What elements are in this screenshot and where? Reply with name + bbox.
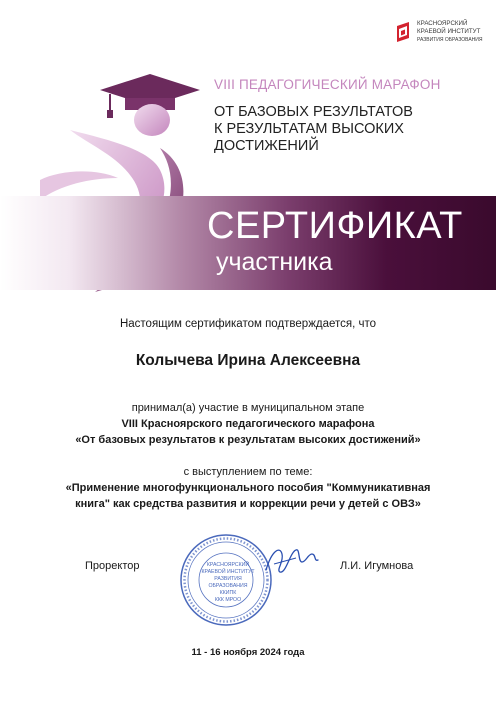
logo-line-3: РАЗВИТИЯ ОБРАЗОВАНИЯ bbox=[417, 37, 483, 43]
signer-role: Проректор bbox=[85, 560, 140, 572]
signer-name: Л.И. Игумнова bbox=[340, 560, 414, 572]
certificate-subtitle: участника bbox=[216, 248, 333, 276]
institute-logo bbox=[395, 18, 490, 48]
marathon-title: VIII ПЕДАГОГИЧЕСКИЙ МАРАФОН bbox=[214, 77, 441, 92]
headline-line-3: ДОСТИЖЕНИЙ bbox=[214, 138, 319, 154]
recipient-name: Колычева Ирина Алексеевна bbox=[135, 352, 361, 369]
topic-line-1: «Применение многофункционального пособия "Коммуникативная bbox=[65, 482, 431, 494]
logo-line-2: КРАЕВОЙ ИНСТИТУТ bbox=[417, 28, 481, 35]
event-headline bbox=[214, 104, 474, 155]
institute-logo-text bbox=[417, 20, 483, 44]
stamp-line-1: КРАСНОЯРСКИЙ bbox=[206, 562, 250, 568]
stamp-line-5: ККИПК bbox=[219, 590, 237, 596]
stamp-line-3: РАЗВИТИЯ bbox=[214, 576, 242, 582]
topic-line-2: книга" как средства развития и коррекции речи у детей с ОВЗ» bbox=[75, 498, 421, 510]
stamp-line-4: ОБРАЗОВАНИЯ bbox=[208, 583, 248, 589]
event-date: 11 - 16 ноября 2024 года bbox=[191, 647, 305, 658]
headline-line-2: К РЕЗУЛЬТАТАМ ВЫСОКИХ bbox=[214, 121, 404, 137]
logo-line-1: КРАСНОЯРСКИЙ bbox=[417, 20, 468, 27]
official-stamp-icon bbox=[178, 532, 274, 628]
institute-logo-icon bbox=[395, 20, 413, 44]
handwritten-signature-icon bbox=[262, 540, 322, 580]
headline-line-1: ОТ БАЗОВЫХ РЕЗУЛЬТАТОВ bbox=[214, 104, 413, 120]
certificate-title: СЕРТИФИКАТ bbox=[207, 205, 463, 247]
topic-intro: с выступлением по теме: bbox=[183, 466, 313, 478]
participation-text: принимал(а) участие в муниципальном этапе bbox=[131, 402, 365, 414]
marathon-name: VIII Красноярского педагогического марафона bbox=[121, 418, 375, 430]
stamp-line-6: ККК МРОО bbox=[214, 597, 242, 603]
marathon-theme: «От базовых результатов к результатам высоких достижений» bbox=[75, 434, 421, 446]
stamp-line-2: КРАЕВОЙ ИНСТИТУТ bbox=[201, 569, 255, 575]
confirm-text: Настоящим сертификатом подтверждается, что bbox=[119, 318, 377, 330]
